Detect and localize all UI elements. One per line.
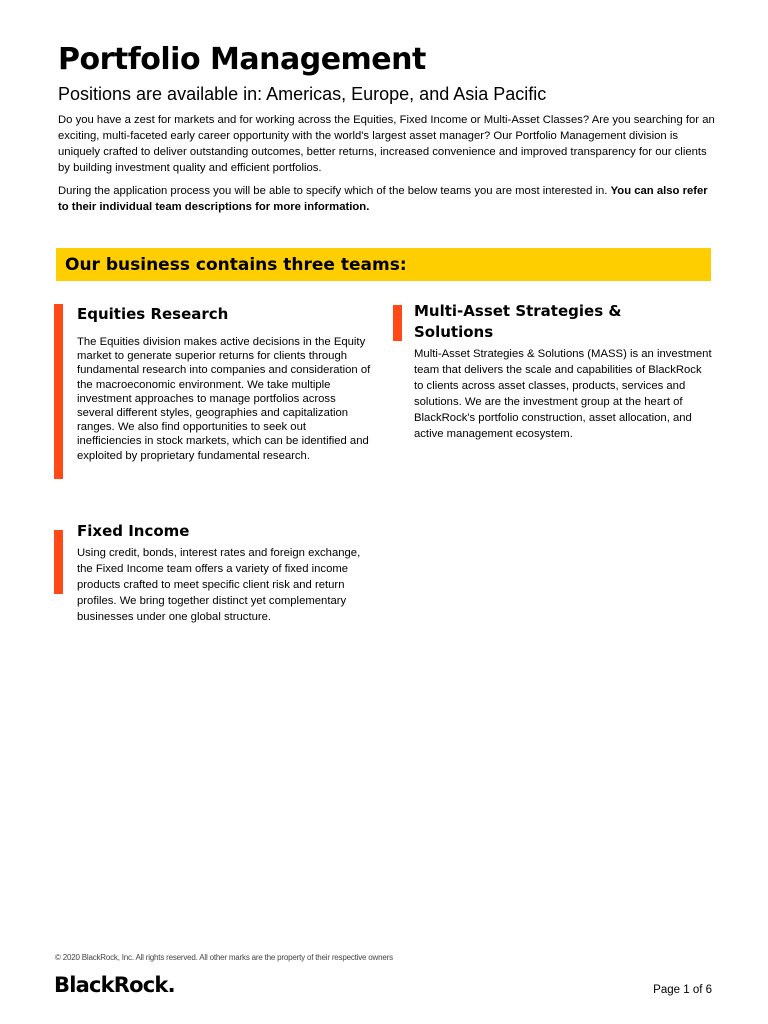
- page-number: Page 1 of 6: [653, 984, 712, 996]
- accent-bar: [393, 305, 402, 341]
- page-subtitle: Positions are available in: Americas, Europe, and Asia Pacific: [58, 84, 547, 104]
- copyright-notice: © 2020 BlackRock, Inc. All rights reserved. All other marks are the property of their respective owners: [55, 953, 393, 962]
- intro-paragraph-2-text: During the application process you will be able to specify which of the below teams you are most interested in.: [58, 185, 611, 197]
- team-title: Equities Research: [77, 305, 229, 323]
- accent-bar: [54, 530, 63, 594]
- intro-paragraph: Do you have a zest for markets and for working across the Equities, Fixed Income or Multi-Asset Classes? Are you searching for an exciting, multi-faceted early career opportunity with the world's largest asset manager? Our Portfolio Management division is uniquely crafted to deliver outstanding outcomes, better returns, increased convenience and improved transparency for our clients by building investment quality and efficient portfolios.: [58, 114, 715, 174]
- team-title: Fixed Income: [77, 522, 190, 540]
- banner-heading: Our business contains three teams:: [65, 255, 407, 275]
- teams-banner: [56, 248, 711, 281]
- page-title: Portfolio Management: [58, 42, 426, 77]
- team-description: Multi-Asset Strategies & Solutions (MASS) is an investment team that delivers the scale and capabilities of BlackRock to clients across asset classes, products, services and solutions. We are the investment group at the heart of BlackRock's portfolio construction, asset allocation, and active management ecosystem.: [414, 348, 712, 440]
- team-description: Using credit, bonds, interest rates and foreign exchange, the Fixed Income team offers a variety of fixed income products crafted to meet specific client risk and return profiles. We bring together distinct yet complementary businesses under one global structure.: [77, 547, 361, 623]
- team-title: Multi-Asset Strategies & Solutions: [414, 302, 622, 341]
- team-description: The Equities division makes active decisions in the Equity market to generate superior returns for clients through fundamental research into companies and consideration of the macroeconomic environment. We take multiple investment approaches to manage portfolios across several different styles, geographies and capitalization ranges. We also find opportunities to seek out inefficiencies in stock markets, which can be identified and exploited by proprietary fundamental research.: [77, 336, 371, 462]
- intro-paragraph-2: [58, 183, 718, 215]
- accent-bar: [54, 304, 63, 479]
- intro-paragraph-2-bold: You can also refer to their individual team descriptions for more information.: [58, 185, 708, 213]
- blackrock-logo: BlackRock.: [54, 973, 175, 997]
